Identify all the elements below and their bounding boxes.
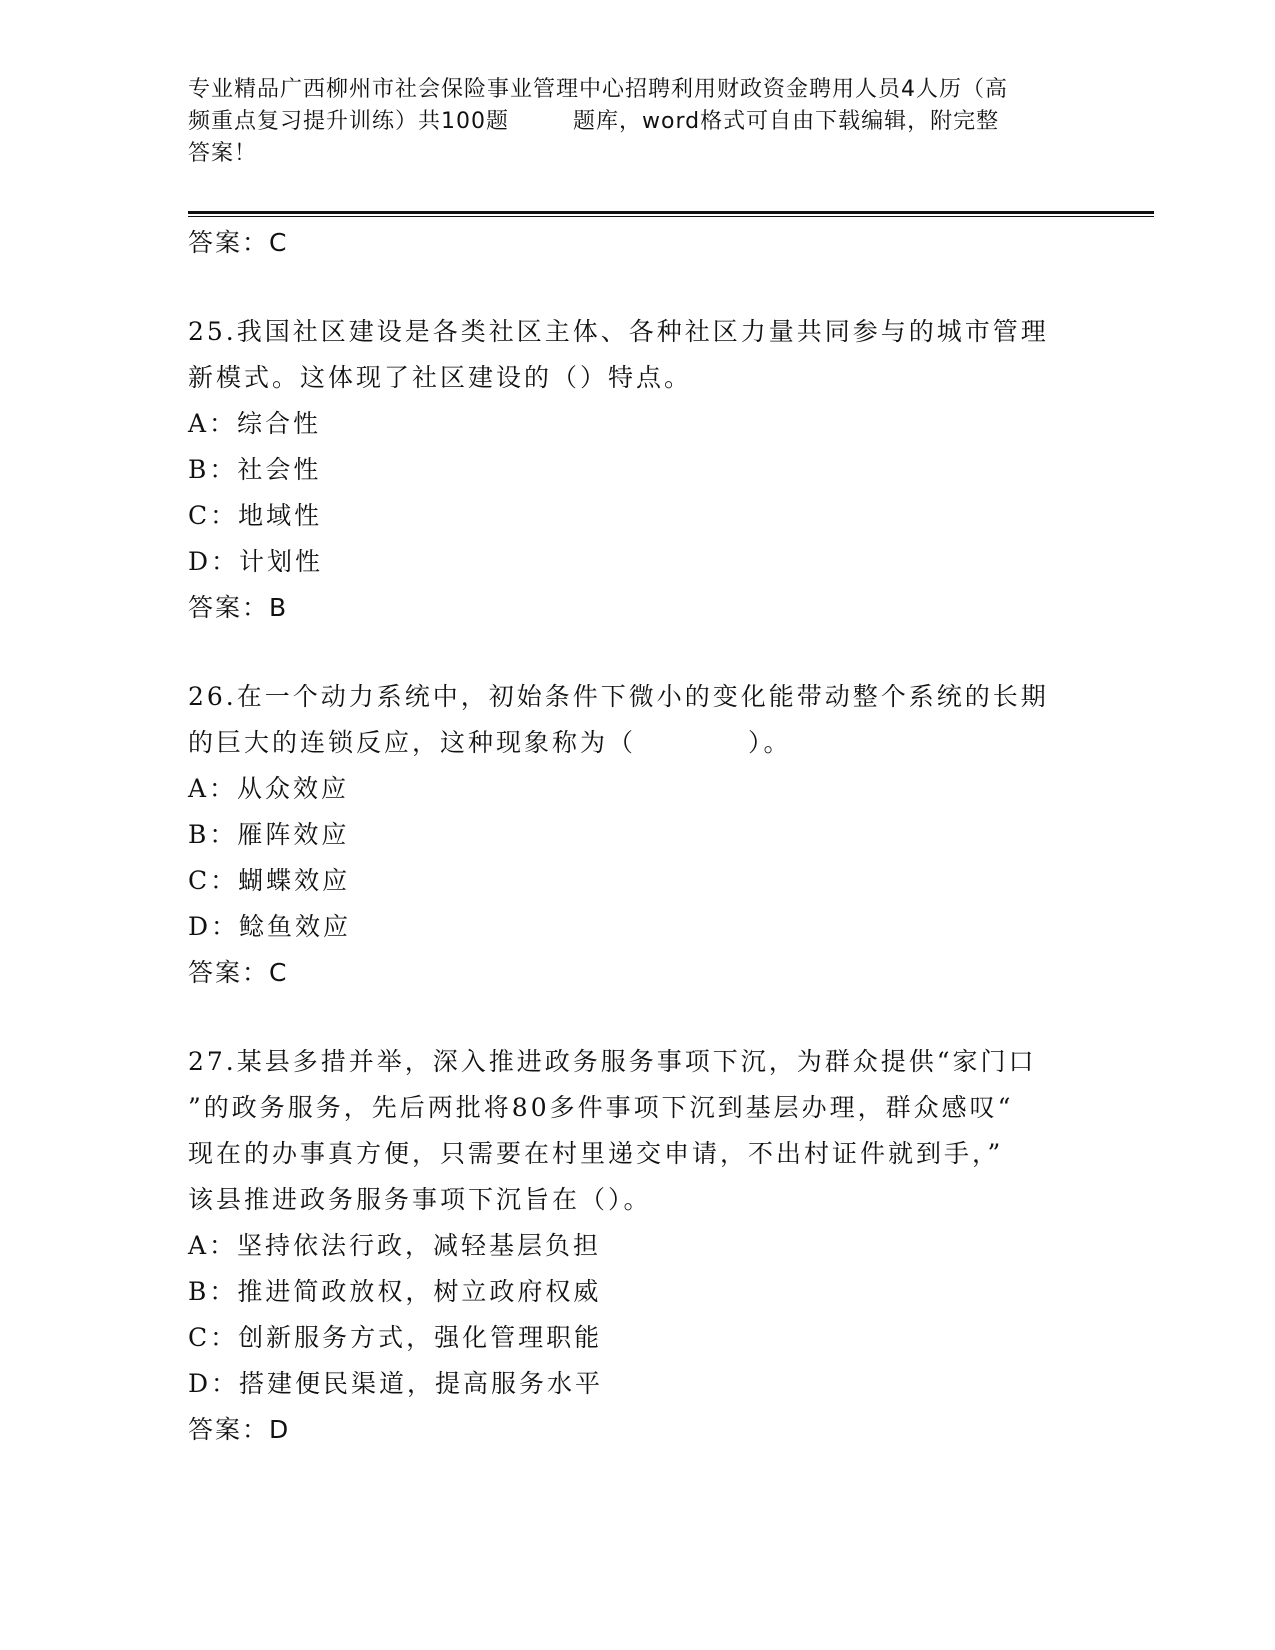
option-d: D：搭建便民渠道，提高服务水平 [188,1369,604,1398]
header-line: 答案！ [188,141,258,166]
header-line [188,106,1088,138]
option-a: A：坚持依法行政，减轻基层负担 [188,1231,602,1260]
option-c: C：创新服务方式，强化管理职能 [188,1323,603,1352]
header-line-part: 题库，word格式可自由下载编辑，附完整 [573,109,1000,134]
question-stem-line: 新模式。这体现了社区建设的（）特点。 [188,363,693,392]
question-stem-line: 该县推进政务服务事项下沉旨在（）。 [188,1185,652,1214]
header-line: 专业精品广西柳州市社会保险事业管理中心招聘利用财政资金聘用人员4人历（高 [188,77,1008,102]
question-stem-line: 现在的办事真方便，只需要在村里递交申请，不出村证件就到手，” [188,1139,1004,1168]
question-block [188,1039,1088,1453]
option-b: B：社会性 [188,455,322,484]
question-stem-line: 26.在一个动力系统中，初始条件下微小的变化能带动整个系统的长期 [188,682,1049,711]
option-a: A：从众效应 [188,774,350,803]
option-b: B：雁阵效应 [188,820,350,849]
spacer [188,266,1088,309]
answer: 答案：C [188,958,289,987]
header-divider-thick [188,211,1154,214]
header-divider-thin [188,216,1154,217]
header-line-part: 频重点复习提升训练）共100题 [188,109,509,134]
option-d: D：计划性 [188,547,324,576]
document-header [188,74,1088,170]
answer: 答案：B [188,593,289,622]
option-b: B：推进简政放权，树立政府权威 [188,1277,602,1306]
question-stem-line: 的巨大的连锁反应，这种现象称为（ ）。 [188,728,792,757]
question-stem-line: 27.某县多措并举，深入推进政务服务事项下沉，为群众提供“家门口 [188,1047,1037,1076]
option-c: C：蝴蝶效应 [188,866,351,895]
option-d: D：鲶鱼效应 [188,912,352,941]
previous-answer: 答案：C [188,228,289,257]
question-block [188,674,1088,996]
question-body [188,220,1088,1453]
spacer [188,996,1088,1039]
option-a: A：综合性 [188,409,322,438]
question-stem-line: 25.我国社区建设是各类社区主体、各种社区力量共同参与的城市管理 [188,317,1049,346]
question-block [188,309,1088,631]
question-stem-line: ”的政务服务，先后两批将80多件事项下沉到基层办理，群众感叹“ [188,1093,1014,1122]
option-c: C：地域性 [188,501,323,530]
answer: 答案：D [188,1415,291,1444]
spacer [188,631,1088,674]
